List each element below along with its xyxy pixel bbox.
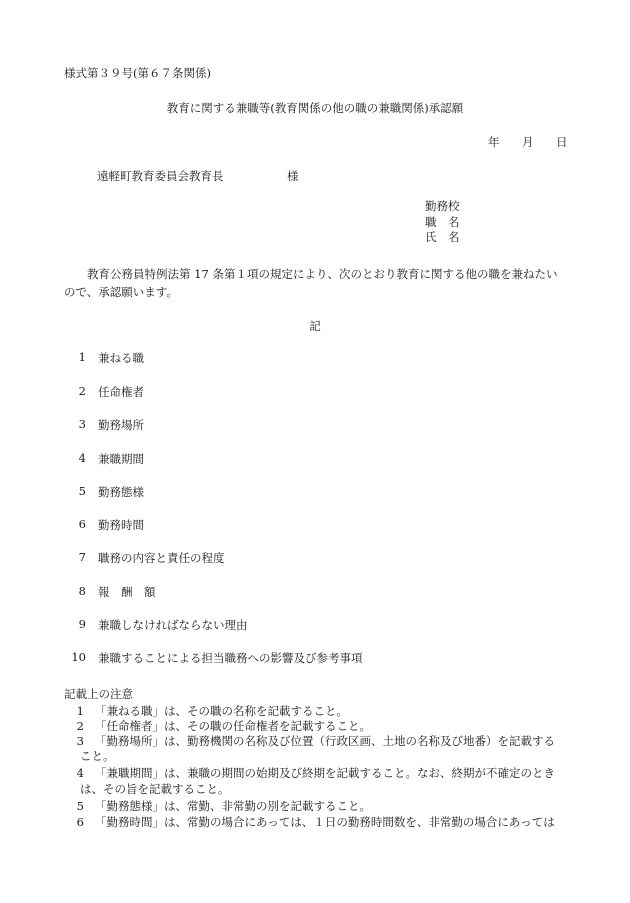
form-number: 様式第３９号(第６７条関係) xyxy=(64,66,211,80)
item-label: 兼職しなければならない理由 xyxy=(98,618,248,632)
note-text: 「兼ねる職」は、その職の名称を記載すること。 xyxy=(95,704,348,718)
item-number: 9 xyxy=(78,617,86,631)
date-month-label: 月 xyxy=(522,135,534,149)
list-item xyxy=(64,617,584,633)
item-label: 兼職することによる担当職務への影響及び参考事項 xyxy=(98,651,363,665)
list-item xyxy=(64,417,584,433)
notes-heading: 記載上の注意 xyxy=(64,687,133,701)
item-number: 10 xyxy=(71,650,86,664)
list-item xyxy=(64,384,584,400)
note-text: 「勤務態様」は、常勤、非常勤の別を記載すること。 xyxy=(95,799,371,813)
item-number: 2 xyxy=(78,384,86,398)
item-label: 勤務時間 xyxy=(98,518,144,532)
note-number: 5 xyxy=(76,799,84,813)
list-item xyxy=(64,451,584,467)
item-number: 6 xyxy=(78,517,86,531)
item-label: 兼ねる職 xyxy=(98,351,144,365)
note-number: 3 xyxy=(76,734,84,748)
date-day-label: 日 xyxy=(556,135,568,149)
date-year-label: 年 xyxy=(488,135,500,149)
item-label: 勤務態様 xyxy=(98,485,144,499)
list-item xyxy=(64,484,584,500)
item-number: 3 xyxy=(78,417,86,431)
ki-heading: 記 xyxy=(309,319,321,333)
item-label: 勤務場所 xyxy=(98,418,144,432)
note-text: 「任命権者」は、その職の任命権者を記載すること。 xyxy=(95,719,371,733)
list-item xyxy=(64,550,584,566)
note-continuation xyxy=(80,749,590,765)
applicant-position-label: 職 名 xyxy=(425,214,460,229)
item-number: 4 xyxy=(78,451,86,465)
list-item xyxy=(64,350,584,366)
item-label: 職務の内容と責任の程度 xyxy=(98,551,225,565)
addressee-honorific: 様 xyxy=(287,169,299,183)
item-label: 兼職期間 xyxy=(98,452,144,466)
list-item xyxy=(64,650,584,666)
applicant-school-label: 勤務校 xyxy=(425,199,460,213)
note-text: 「勤務時間」は、常勤の場合にあっては、１日の勤務時間数を、非常勤の場合にあっては xyxy=(95,815,555,829)
item-number: 1 xyxy=(78,350,86,364)
item-label: 報 酬 額 xyxy=(98,585,156,599)
applicant-block xyxy=(425,199,460,246)
list-item xyxy=(64,517,584,533)
note-text-continued: こと。 xyxy=(80,749,115,763)
note-text: 「勤務場所」は、勤務機関の名称及び位置（行政区画、土地の名称及び地番）を記載する xyxy=(95,734,555,748)
note-number: 1 xyxy=(76,704,84,718)
item-number: 8 xyxy=(78,584,86,598)
note-text: 「兼職期間」は、兼職の期間の始期及び終期を記載すること。なお、終期が不確定のとき xyxy=(95,766,555,780)
item-label: 任命権者 xyxy=(98,385,144,399)
note-number: 4 xyxy=(76,766,84,780)
list-item xyxy=(64,584,584,600)
item-number: 7 xyxy=(78,550,86,564)
note-continuation xyxy=(80,782,590,798)
addressee-name: 遠軽町教育委員会教育長 xyxy=(97,169,224,183)
document-title: 教育に関する兼職等(教育関係の他の職の兼職関係)承認願 xyxy=(166,101,464,115)
note-text-continued: は、その旨を記載すること。 xyxy=(80,782,230,796)
note-number: 2 xyxy=(76,719,84,733)
request-body-text: 教育公務員特例法第 17 条第１項の規定により、次のとおり教育に関する他の職を兼ねたいので、承認願います。 xyxy=(64,267,558,299)
applicant-name-label: 氏 名 xyxy=(425,230,460,244)
item-number: 5 xyxy=(78,484,86,498)
note-number: 6 xyxy=(76,815,84,829)
